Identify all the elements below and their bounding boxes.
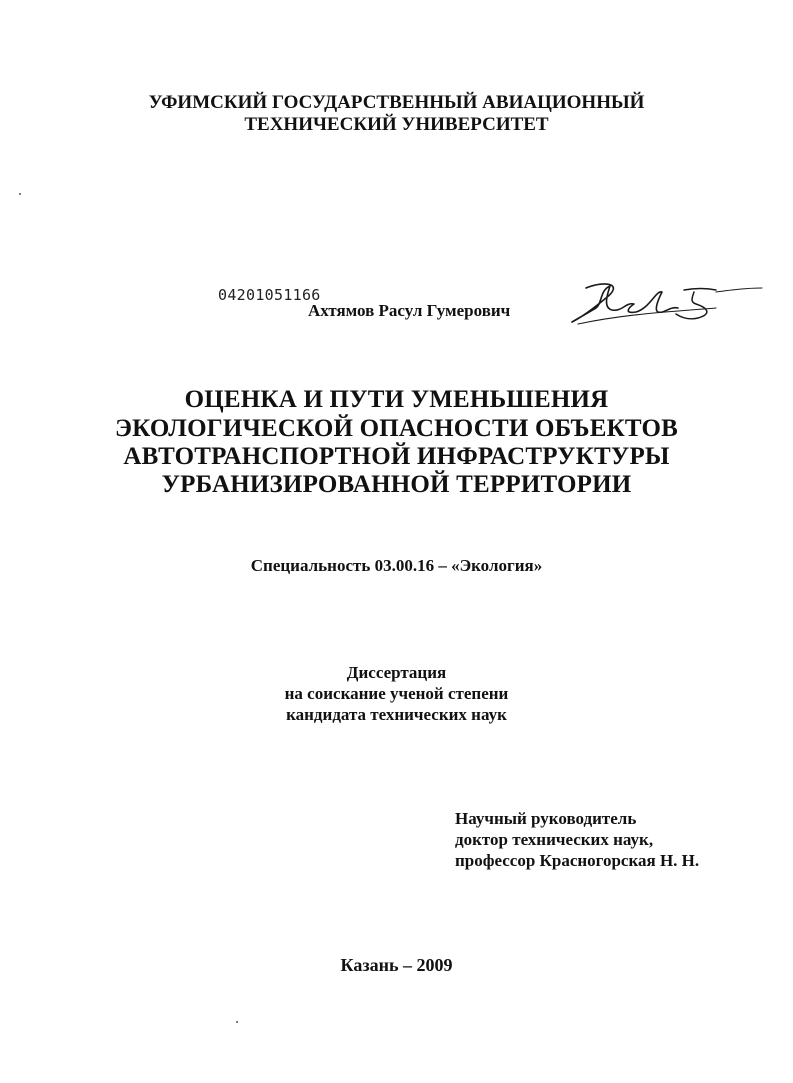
advisor-line-1: Научный руководитель — [455, 809, 637, 828]
author-signature — [566, 278, 766, 330]
scan-speck — [19, 193, 21, 195]
author-name: Ахтямов Расул Гумерович — [308, 301, 511, 320]
thesis-title-line-4: УРБАНИЗИРОВАННОЙ ТЕРРИТОРИИ — [161, 471, 632, 498]
degree-line-2: на соискание ученой степени — [284, 684, 509, 703]
degree-line-1: Диссертация — [346, 663, 447, 682]
degree-line-3: кандидата технических наук — [286, 705, 507, 724]
specialty: Специальность 03.00.16 – «Экология» — [250, 556, 543, 575]
advisor-line-3: профессор Красногорская Н. Н. — [455, 851, 700, 870]
city-year: Казань – 2009 — [340, 955, 453, 975]
advisor-line-2: доктор технических наук, — [455, 830, 654, 849]
university-name-line-1: УФИМСКИЙ ГОСУДАРСТВЕННЫЙ АВИАЦИОННЫЙ — [148, 92, 645, 113]
registration-number: 04201051166 — [218, 286, 321, 304]
university-name-line-2: ТЕХНИЧЕСКИЙ УНИВЕРСИТЕТ — [244, 114, 549, 135]
thesis-title-line-1: ОЦЕНКА И ПУТИ УМЕНЬШЕНИЯ — [184, 386, 609, 413]
scan-speck — [236, 1021, 238, 1023]
thesis-title-line-3: АВТОТРАНСПОРТНОЙ ИНФРАСТРУКТУРЫ — [123, 443, 670, 470]
thesis-title-line-2: ЭКОЛОГИЧЕСКОЙ ОПАСНОСТИ ОБЪЕКТОВ — [114, 415, 678, 442]
